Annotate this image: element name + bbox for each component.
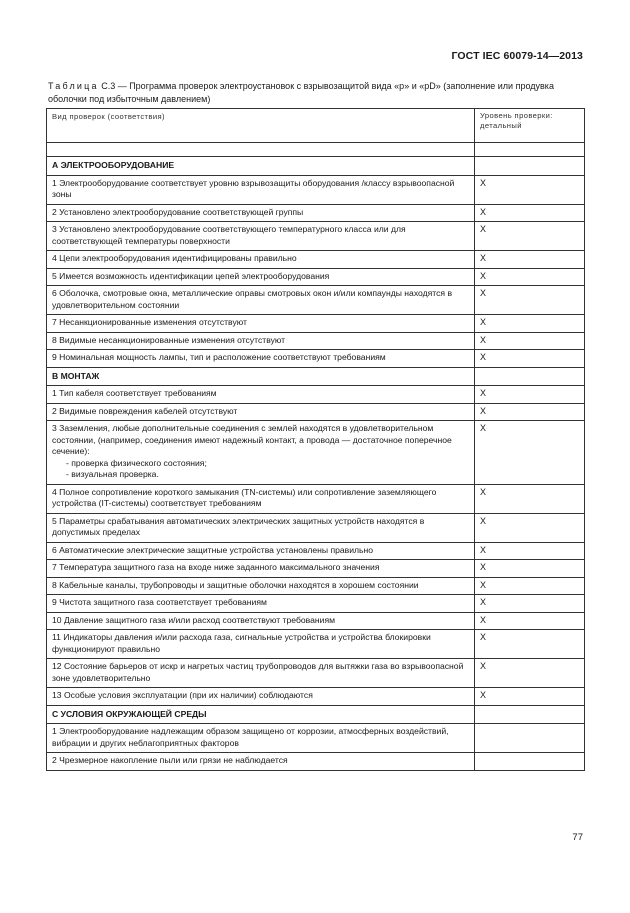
check-item: [47, 484, 475, 513]
table-row: [47, 222, 585, 251]
check-item-text: 12 Состояние барьеров от искр и нагретых частиц трубопроводов для вытяжки газа во взрывоопасной зоне удовлетворительно: [52, 661, 464, 683]
section-level-cell: [475, 157, 585, 176]
check-item-text: 3 Установлено электрооборудование соответствующего температурного класса или для соответствующей температуры поверхности: [52, 224, 406, 246]
table-row: [47, 630, 585, 659]
check-mark: [475, 724, 585, 753]
table-row: [47, 595, 585, 613]
check-mark: X: [475, 204, 585, 222]
check-item-text: 8 Видимые несанкционированные изменения отсутствуют: [52, 334, 286, 345]
check-item-text: 8 Кабельные каналы, трубопроводы и защитные оболочки находятся в хорошем состоянии: [52, 579, 419, 590]
check-item: [47, 630, 475, 659]
check-mark: X: [475, 577, 585, 595]
check-item: [47, 332, 475, 350]
table-row: [47, 659, 585, 688]
check-item: [47, 688, 475, 706]
check-item: [47, 595, 475, 613]
check-item-text: 3 Заземления, любые дополнительные соединения с землей находятся в удовлетворительном состоянии, (например, соединения имеют надежный контакт, а провода — достаточное поперечное сечение):: [52, 423, 452, 456]
check-subitem: - проверка физического состояния;: [66, 457, 207, 468]
table-row: [47, 612, 585, 630]
check-item: [47, 350, 475, 368]
check-item-text: 7 Температура защитного газа на входе ниже заданного максимального значения: [52, 562, 380, 572]
check-mark: X: [475, 386, 585, 404]
check-item-text: 10 Давление защитного газа и/или расход соответствуют требованиям: [52, 614, 336, 625]
check-item: [47, 315, 475, 333]
caption-text: С.3 — Программа проверок электроустановок с взрывозащитой вида «р» и «pD» (заполнение или продувка оболочки под избыточным давлением): [48, 81, 554, 104]
check-item: [47, 753, 475, 771]
check-item-text: 6 Автоматические электрические защитные устройства установлены правильно: [52, 544, 374, 555]
table-caption: [48, 80, 585, 106]
check-mark: X: [475, 175, 585, 204]
check-item: [47, 612, 475, 630]
check-item: [47, 421, 475, 485]
check-mark: X: [475, 421, 585, 485]
check-item: [47, 386, 475, 404]
check-mark: X: [475, 286, 585, 315]
check-item: [47, 286, 475, 315]
table-row: [47, 286, 585, 315]
table-row: [47, 315, 585, 333]
section-header-row: [47, 157, 585, 176]
table-row: [47, 484, 585, 513]
check-item-text: 7 Несанкционированные изменения отсутствуют: [52, 317, 247, 327]
section-level-cell: [475, 367, 585, 386]
check-item-text: 1 Электрооборудование надлежащим образом защищено от коррозии, атмосферных воздействий, вибрации и других неблагоприятных факторов: [52, 726, 449, 748]
table-row: [47, 513, 585, 542]
check-mark: X: [475, 350, 585, 368]
standard-designation: ГОСТ IEC 60079-14—2013: [451, 50, 583, 62]
table-row: [47, 724, 585, 753]
table-row: [47, 251, 585, 269]
check-item-text: 2 Чрезмерное накопление пыли или грязи не наблюдается: [52, 755, 288, 765]
check-mark: X: [475, 595, 585, 613]
table-row: [47, 332, 585, 350]
check-mark: X: [475, 315, 585, 333]
check-item: [47, 513, 475, 542]
section-level-cell: [475, 705, 585, 724]
check-item: [47, 251, 475, 269]
check-item: [47, 268, 475, 286]
table-row: [47, 204, 585, 222]
check-mark: X: [475, 560, 585, 578]
check-item-text: 9 Номинальная мощность лампы, тип и расположение соответствуют требованиям: [52, 352, 386, 362]
section-title: А ЭЛЕКТРООБОРУДОВАНИЕ: [47, 157, 475, 176]
spacer-cell: [475, 143, 585, 157]
table-row: [47, 350, 585, 368]
check-item-text: 6 Оболочка, смотровые окна, металлические оправы смотровых окон и/или компаунды находятся в удовлетворительном состоянии: [52, 288, 453, 310]
table-row: [47, 268, 585, 286]
table-row: [47, 688, 585, 706]
table-row: [47, 175, 585, 204]
check-item-text: 13 Особые условия эксплуатации (при их наличии) соблюдаются: [52, 690, 313, 700]
table-body: [47, 143, 585, 771]
check-mark: X: [475, 484, 585, 513]
check-mark: X: [475, 542, 585, 560]
table-row: [47, 560, 585, 578]
table-header-row: [47, 109, 585, 143]
check-mark: X: [475, 688, 585, 706]
check-mark: X: [475, 612, 585, 630]
section-title: С УСЛОВИЯ ОКРУЖАЮЩЕЙ СРЕДЫ: [47, 705, 475, 724]
check-item: [47, 577, 475, 595]
check-item-text: 2 Видимые повреждения кабелей отсутствуют: [52, 405, 238, 416]
check-mark: X: [475, 251, 585, 269]
check-item-text: 4 Цепи электрооборудования идентифицированы правильно: [52, 253, 297, 263]
section-title: В МОНТАЖ: [47, 367, 475, 386]
column-header-level: Уровень проверки: детальный: [475, 109, 585, 143]
check-item: [47, 222, 475, 251]
check-mark: X: [475, 222, 585, 251]
check-mark: X: [475, 659, 585, 688]
spacer-cell: [47, 143, 475, 157]
caption-label: Таблица: [48, 81, 99, 91]
check-item-text: 5 Имеется возможность идентификации цепей электрооборудования: [52, 270, 330, 281]
check-subitem: - визуальная проверка.: [66, 469, 159, 479]
check-item: [47, 542, 475, 560]
section-header-row: [47, 367, 585, 386]
check-mark: X: [475, 268, 585, 286]
inspection-table: [46, 108, 585, 771]
table-row: [47, 403, 585, 421]
check-mark: X: [475, 403, 585, 421]
check-item: [47, 724, 475, 753]
check-mark: X: [475, 513, 585, 542]
check-item-text: 1 Тип кабеля соответствует требованиям: [52, 388, 217, 398]
check-mark: X: [475, 630, 585, 659]
page-number: 77: [572, 832, 583, 843]
check-item: [47, 659, 475, 688]
table-row: [47, 753, 585, 771]
check-item: [47, 560, 475, 578]
table-row: [47, 386, 585, 404]
table-row: [47, 421, 585, 485]
check-item-text: 4 Полное сопротивление короткого замыкания (TN-системы) или сопротивление заземляющего устройства (IT-системы) соответствует требованиям: [52, 486, 437, 508]
column-header-check-type: Вид проверок (соответствия): [47, 109, 475, 143]
check-item-text: 1 Электрооборудование соответствует уровню взрывозащиты оборудования /классу взрывоопасной зоны: [52, 177, 455, 199]
check-item-text: 2 Установлено электрооборудование соответствующей группы: [52, 206, 304, 217]
check-item: [47, 204, 475, 222]
check-item-text: 9 Чистота защитного газа соответствует требованиям: [52, 597, 267, 607]
check-item-text: 11 Индикаторы давления и/или расхода газа, сигнальные устройства и устройства блокировки функционируют правильно: [52, 632, 431, 654]
check-item: [47, 175, 475, 204]
check-mark: [475, 753, 585, 771]
section-header-row: [47, 705, 585, 724]
check-mark: X: [475, 332, 585, 350]
table-row: [47, 542, 585, 560]
table-row: [47, 577, 585, 595]
check-item: [47, 403, 475, 421]
check-item-text: 5 Параметры срабатывания автоматических электрических защитных устройств находятся в допустимых пределах: [52, 515, 425, 537]
spacer-row: [47, 143, 585, 157]
